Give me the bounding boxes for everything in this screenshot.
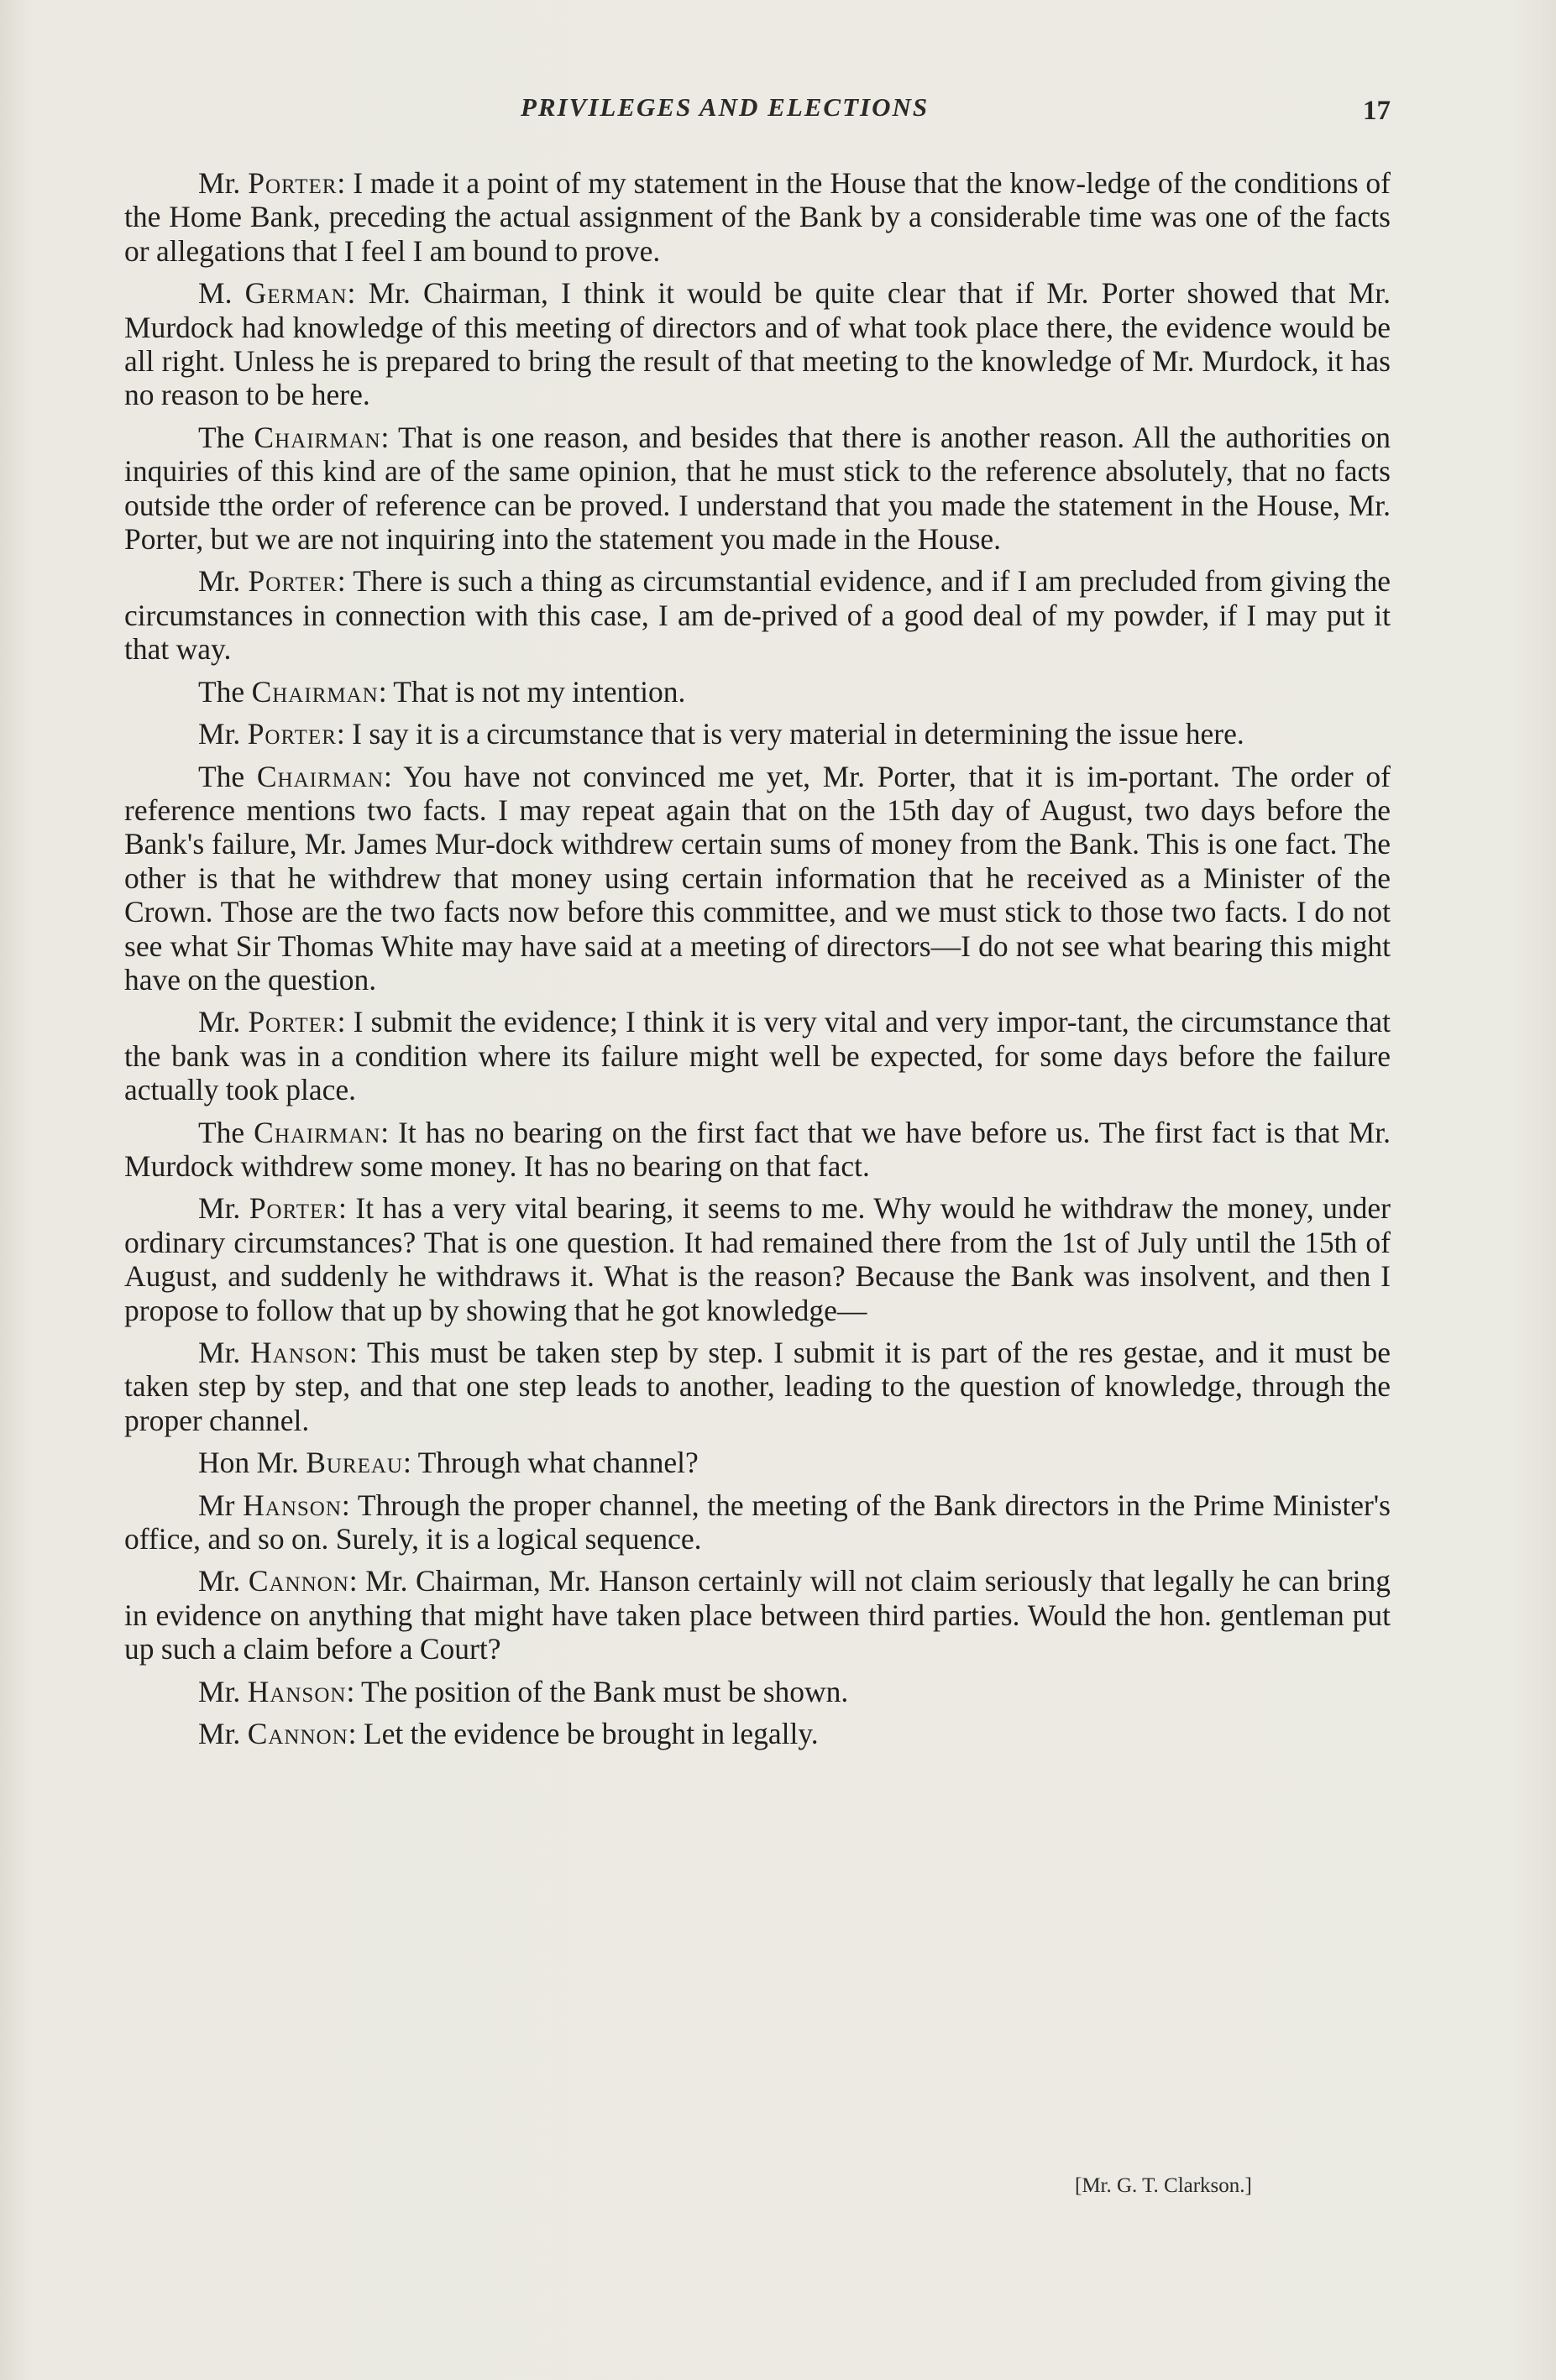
speech-text: : There is such a thing as circumstantial evidence, and if I am precluded from giving the circumstances in connection with this case, I am de-prived of a good deal of my powder, if I may put it that way. bbox=[124, 564, 1391, 667]
page-header bbox=[0, 92, 1556, 143]
speech-paragraph bbox=[124, 166, 1391, 268]
speaker-name: Chairman bbox=[254, 420, 381, 454]
speaker-prefix: Mr. bbox=[198, 1191, 249, 1226]
speaker-prefix: Mr. bbox=[198, 166, 249, 200]
speech-paragraph bbox=[124, 1488, 1391, 1556]
speaker-prefix: The bbox=[198, 674, 252, 709]
speech-paragraph bbox=[124, 276, 1391, 412]
speech-paragraph bbox=[124, 1717, 1391, 1750]
speaker-prefix: Mr. bbox=[198, 1005, 249, 1039]
speaker-prefix: Mr. bbox=[198, 717, 248, 751]
speech-text: : The position of the Bank must be shown. bbox=[346, 1674, 849, 1708]
speaker-name: Porter bbox=[248, 564, 338, 599]
speaker-prefix: Hon Mr. bbox=[198, 1446, 306, 1480]
speaker-prefix: The bbox=[198, 420, 254, 454]
speech-paragraph bbox=[124, 1005, 1391, 1106]
speech-paragraph bbox=[124, 675, 1391, 709]
speaker-name: Chairman bbox=[254, 1115, 381, 1149]
speech-paragraph bbox=[124, 1446, 1391, 1479]
speech-text: : It has a very vital bearing, it seems to me. Why would he withdraw the money, under ordinary circumstances? That is one question. It had remained there from the 1st of July until the 15th of August, and suddenly he withdraws it. What is the reason? Because the Bank was insolvent, and then I propose to follow that up by showing that he got knowledge— bbox=[124, 1191, 1391, 1327]
speech-text: : I say it is a circumstance that is very material in determining the issue here. bbox=[336, 717, 1244, 751]
speaker-name: Cannon bbox=[248, 1564, 349, 1598]
speech-paragraph bbox=[124, 1116, 1391, 1184]
transcript-body bbox=[124, 166, 1391, 1759]
running-title: PRIVILEGES AND ELECTIONS bbox=[521, 92, 930, 122]
speech-paragraph bbox=[124, 760, 1391, 997]
speech-paragraph bbox=[124, 717, 1391, 751]
speech-paragraph bbox=[124, 421, 1391, 557]
page-number: 17 bbox=[1363, 96, 1391, 126]
speech-text: : Let the evidence be brought in legally. bbox=[348, 1717, 819, 1751]
speech-text: : Through the proper channel, the meeting of the Bank directors in the Prime Minister's office, and so on. Surely, it is a logical sequence. bbox=[124, 1488, 1391, 1556]
speaker-name: Cannon bbox=[247, 1717, 348, 1751]
speaker-prefix: Mr. bbox=[198, 1564, 249, 1598]
speaker-prefix: Mr. bbox=[198, 1717, 248, 1751]
speech-text: : Mr. Chairman, Mr. Hanson certainly will not claim seriously that legally he can bring in evidence on anything that might have taken place between third parties. Would the hon. gentleman put up such a claim before a Court? bbox=[124, 1564, 1391, 1666]
speech-text: : Mr. Chairman, I think it would be quite clear that if Mr. Porter showed that Mr. Murdock had knowledge of this meeting of directors and of what took place there, the evidence would be all right. Unless he is prepared to bring the result of that meeting to the knowledge of Mr. Murdock, it has no reason to be here. bbox=[124, 276, 1391, 412]
speaker-prefix: The bbox=[198, 1115, 254, 1149]
speaker-name: Porter bbox=[248, 166, 338, 200]
speaker-name: Porter bbox=[248, 1005, 338, 1039]
speech-text: : I submit the evidence; I think it is very vital and very impor-tant, the circumstance that the bank was in a condition where its failure might well be expected, for some days before the failure actually took place. bbox=[124, 1005, 1391, 1107]
speaker-prefix: M. bbox=[198, 276, 245, 311]
speech-paragraph bbox=[124, 1564, 1391, 1666]
speech-paragraph bbox=[124, 564, 1391, 666]
speaker-name: Porter bbox=[249, 1191, 339, 1226]
speech-text: : That is one reason, and besides that there is another reason. All the authorities on inquiries of this kind are of the same opinion, that he must stick to the reference absolutely, that no facts outside tthe order of reference can be proved. I understand that you made the statement in the House, Mr. Porter, but we are not inquiring into the statement you made in the House. bbox=[124, 420, 1391, 557]
speaker-name: Hanson bbox=[247, 1674, 347, 1708]
speaker-prefix: Mr. bbox=[198, 564, 249, 599]
speech-text: : That is not my intention. bbox=[378, 674, 686, 709]
speaker-prefix: Mr. bbox=[198, 1674, 248, 1708]
speaker-name: Bureau bbox=[306, 1446, 403, 1480]
speaker-name: Porter bbox=[247, 717, 337, 751]
speaker-prefix: The bbox=[198, 759, 257, 793]
speech-paragraph bbox=[124, 1336, 1391, 1437]
speech-paragraph bbox=[124, 1675, 1391, 1708]
speaker-prefix: Mr bbox=[198, 1488, 244, 1522]
speech-text: : It has no bearing on the first fact that we have before us. The first fact is that Mr. Murdock withdrew some money. It has no bearing on that fact. bbox=[124, 1115, 1391, 1183]
speech-paragraph bbox=[124, 1191, 1391, 1327]
speech-text: : Through what channel? bbox=[403, 1446, 699, 1480]
speaker-name: German bbox=[244, 276, 348, 311]
reporter-note: [Mr. G. T. Clarkson.] bbox=[1075, 2174, 1252, 2197]
speaker-name: Hanson bbox=[250, 1336, 349, 1369]
speech-text: : This must be taken step by step. I submit it is part of the res gestae, and it must be taken step by step, and that one step leads to another, leading to the question of knowledge, through the proper channel. bbox=[124, 1336, 1391, 1437]
speaker-name: Chairman bbox=[251, 674, 379, 709]
speaker-name: Chairman bbox=[256, 759, 384, 793]
speaker-name: Hanson bbox=[243, 1488, 342, 1522]
speech-text: : You have not convinced me yet, Mr. Porter, that it is im-portant. The order of reference mentions two facts. I may repeat again that on the 15th day of August, two days before the Bank's failure, Mr. James Mur-dock withdrew certain sums of money from the Bank. This is one fact. The other is that he withdrew that money using certain information that he received as a Minister of the Crown. Those are the two facts now before this committee, and we must stick to those two facts. I do not see what Sir Thomas White may have said at a meeting of directors—I do not see what bearing this might have on the question. bbox=[124, 759, 1391, 996]
speaker-prefix: Mr. bbox=[198, 1336, 251, 1369]
speech-text: : I made it a point of my statement in the House that the know-ledge of the conditions of the Home Bank, preceding the actual assignment of the Bank by a considerable time was one of the facts or allegations that I feel I am bound to prove. bbox=[124, 166, 1391, 268]
